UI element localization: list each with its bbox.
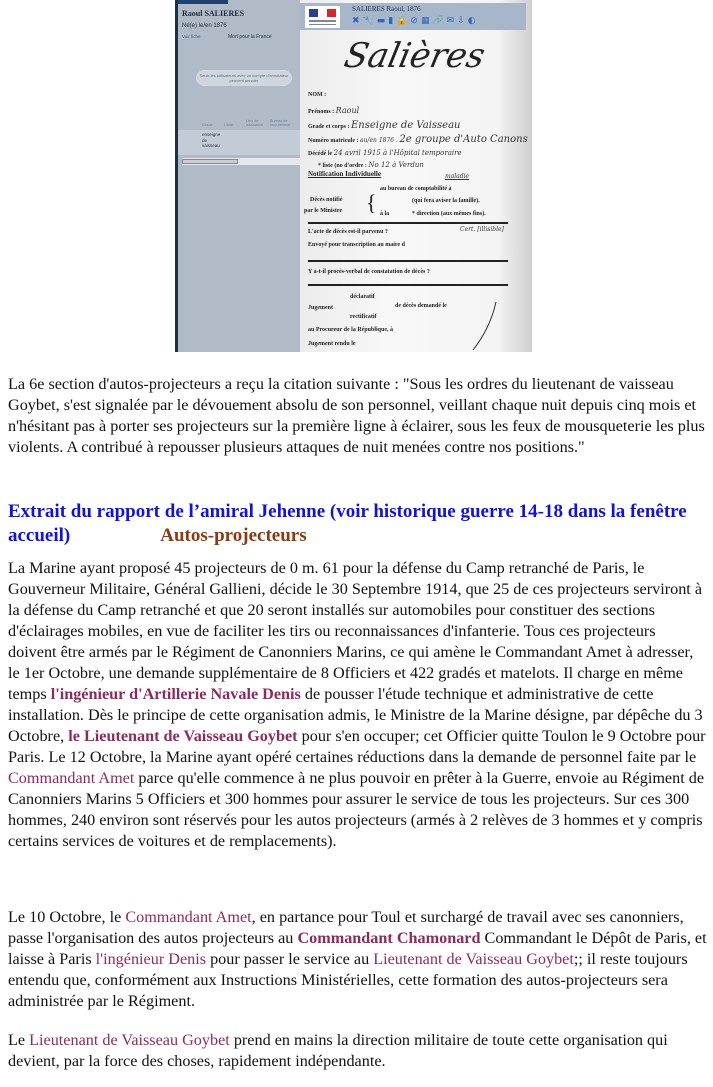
field-grade: Grade et corps : Enseigne de Vaisseau [308,120,461,131]
field-nom: NOM : [308,92,327,98]
document-viewer [300,0,532,352]
field-direction: * direction (aux mêmes fins). [412,211,486,217]
handwritten-surname: Salières [340,36,489,76]
field-famille: (qui fera aviser la famille). [412,198,480,204]
field-maladie: maladie [445,173,470,180]
table-row[interactable] [178,130,303,155]
report-paragraph-2: Le 10 Octobre, le Commandant Amet, en partance pour Toul et surchargé de travail avec ses canonniers, passe l'organisation des autos projecteurs au Commandant Chamonard Commandant le Dépôt de Paris, et laisse à Paris l'ingénieur Denis pour passer le service au Lieutenant de Vaisseau Goybet;; il reste toujours entendu que, conformément aux Instructions Ministérielles, cette formation des autos-projecteurs sera administrée par le Régiment. [8,908,707,1010]
form-divider [308,222,508,224]
field-bureau: au bureau de comptabilité à [380,186,452,192]
field-rectificatif: rectificatif [350,314,377,320]
citation-paragraph: La 6e section d'autos-projecteurs a reçu la citation suivante : "Sous les ordres du lieutenant de vaisseau Goybet, s'est signalée par le dévouement absolu de son personnel, veillant chaque nuit depuis cinq mois et n'hésitant pas à porter ses projecteurs sur la première ligne à éclairer, sous les feux de mousqueterie les plus violents. A contribué à repousser plusieurs attaques de nuit menées contre nos positions." [8,375,705,456]
pen-stroke [470,300,500,352]
field-prenoms: Prénoms : Raoul [308,106,360,115]
col-grade: Grade [202,123,213,127]
field-jugement: Jugement [308,305,333,311]
field-decede: Décédé le 24 avril 1915 à l'Hôpital temporaire [308,149,462,157]
field-envoye: Envoyé pour transcription au maire d [308,242,405,248]
link-ingenieur-denis[interactable]: l'ingénieur d'Artillerie Navale Denis [50,685,301,703]
record-mention: Mort pour la France [228,34,272,40]
col-unite: Unité [224,123,233,127]
report-paragraph-1: La Marine ayant proposé 45 projecteurs de 0 m. 61 pour la défense du Camp retranché de Paris, le Gouverneur Militaire, Général Gallieni, décide le 30 Septembre 1914, que 25 de ces projecteurs serviront à la défense du Camp retranché et que 20 seront installés sur automobiles pour constituer des sections d'éclairages mobiles, en vue de faciliter les tirs ou reconnaissances d'infanterie. Tous ces projecteurs doivent être armés par le Régiment de Canonniers Marins, ce qui amène le Commandant Amet à adresser, le 1er Octobre, une demande supplémentaire de 8 Officiers et 422 gradés et matelots. Il charge en même temps l'ingénieur d'Artillerie Navale Denis de pousser l'étude technique et administrative de cette installation. Dès le principe de cette organisation admis, le Ministre de la Marine désigne, par dépêche du 3 Octobre, le Lieutenant de Vaisseau Goybet pour s'en occuper; cet Officier quitte Toulon le 9 Octobre pour Paris. Le 12 Octobre, la Marine ayant opéré certaines réductions dans la demande de personnel faite par le Commandant Amet parce qu'elle commence à ne plus pouvoir en prêter à la Guerre, envoie au Régiment de Canonniers Marins 5 Officiers et 300 hommes pour assurer le service de tous les projecteurs. Sur ces 300 hommes, 240 environ sont réservés pour les autos projecteurs (armés à 2 relèves de 3 hommes et y compris certains services de voitures et de remplacements). [8,559,706,850]
archive-screenshot [175,0,532,352]
record-side-panel [175,0,303,352]
annotation-notice: Seuls les utilisateurs avec un compte d'annotateur peuvent annoter [196,70,292,86]
field-acte: L'acte de décès est-il parvenu ? [308,229,388,235]
view-record-link[interactable]: Voir fiche [182,34,201,39]
field-notification: Notification Individuelle [308,170,381,178]
field-acte-value: Cert. [illisible] [460,226,504,233]
viewer-header [300,3,526,30]
viewer-title: SALIERES Raoul, 1876 [352,5,421,13]
record-birth: Né(e) le/en 1876 [182,23,227,29]
link-goybet[interactable]: Lieutenant de Vaisseau Goybet [29,1031,230,1049]
republique-logo [305,6,340,28]
field-liste: * liste (no d'ordre : No 12 à Verdun [318,161,424,169]
panel-top-bar [178,0,228,4]
field-matricule: Numéro matricule : au/en 1876 . 2e groupe d'Auto Canons [308,134,528,145]
record-table-header [178,113,303,129]
scrollbar-thumb[interactable] [182,159,238,164]
form-divider [308,260,508,262]
link-goybet[interactable]: le Lieutenant de Vaisseau Goybet [68,727,298,745]
link-commandant-chamonard[interactable]: Commandant Chamonard [297,929,481,947]
field-rendu: Jugement rendu le [308,341,356,347]
field-a-la: à la [380,211,390,217]
link-ingenieur-denis[interactable]: l'ingénieur Denis [95,950,207,968]
field-par-ministre: par le Ministre [304,208,343,214]
col-bureau: Bureau de recrutement [270,119,291,127]
section-heading [8,500,708,548]
heading-main: Extrait du rapport de l’amiral Jehenne (voir historique guerre 14-18 dans la fenêtre accueil) [8,501,687,546]
heading-subtitle: Autos-projecteurs [160,525,307,546]
form-divider [308,284,508,286]
record-name: Raoul SALIERES [182,9,245,18]
viewer-toolbar[interactable]: ✖🔧▬▮🔒⊘▦🔗✉⇩◐ [352,16,479,26]
horizontal-scrollbar[interactable] [182,158,303,165]
field-deces-notifie: Décès notifié [310,197,343,203]
col-lieu: Lieu de naissance [246,119,264,127]
field-procureur: au Procureur de la République, à [308,327,394,333]
field-proces: Y a-t-il procès-verbal de constatation de décès ? [308,269,430,275]
brace-left: { [366,190,377,215]
link-goybet[interactable]: Lieutenant de Vaisseau Goybet [373,950,574,968]
link-commandant-amet[interactable]: Commandant Amet [8,769,135,787]
report-paragraph-3: Le Lieutenant de Vaisseau Goybet prend en mains la direction militaire de toute cette organisation qui devient, par la force des choses, rapidement indépendante. [8,1031,668,1070]
link-commandant-amet[interactable]: Commandant Amet [125,908,252,926]
row-grade: enseigne de vaisseau [202,132,221,148]
field-demande: de décès demandé le [395,303,447,309]
field-declaratif: déclaratif [350,294,375,300]
